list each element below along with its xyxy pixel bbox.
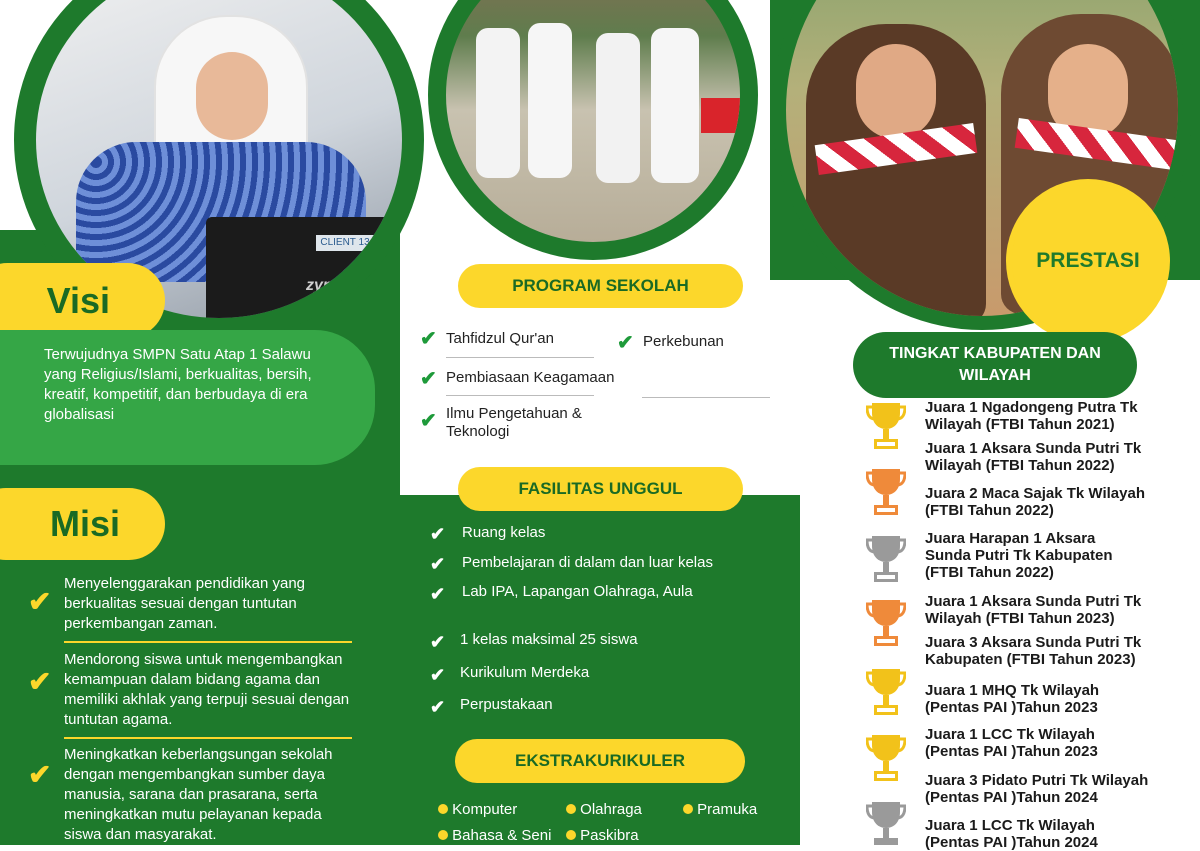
misi-check-2: ✔ [28,666,52,697]
program-check-2: ✔ [420,368,437,390]
prestasi-badge: PRESTASI [1012,185,1164,337]
scout-face-left [856,44,936,139]
fasilitas-item-2: Pembelajaran di dalam dan luar kelas [462,554,713,571]
misi-divider-1 [64,641,352,643]
ekskul-item-komputer [438,801,517,818]
fasilitas-check-2: ✔ [430,554,446,574]
trophy-gold-icon [866,401,906,451]
program-divider-2 [446,395,594,396]
marcher-3 [596,33,640,183]
achievement-7: Juara 1 MHQ Tk Wilayah (Pentas PAI )Tahun 2023 [925,682,1100,716]
prestasi-subtitle: TINGKAT KABUPATEN DAN WILAYAH [853,332,1137,398]
face-shape [196,52,268,140]
fasilitas-check-3: ✔ [430,584,446,604]
misi-item-3: Meningkatkan keberlangsungan sekolah dengan mengembangkan sumber daya manusia, sarana dan prasarana, serta meningkatkan mutu pelayanan kepada siswa dan masyarakat. [64,746,333,843]
trophy-silver-icon [866,534,906,584]
fasilitas-title: FASILITAS UNGGUL [458,467,743,511]
ekskul-item-pramuka [683,801,757,818]
marcher-1 [476,28,520,178]
visi-title: Visi [0,263,165,338]
program-check-1: ✔ [420,328,437,350]
laptop-sticker: CLIENT 13 [316,235,374,251]
flag [701,98,751,133]
program-check-4: ✔ [617,332,634,354]
bullet-dot [683,804,693,814]
bullet-dot [566,830,576,840]
achievement-5: Juara 1 Aksara Sunda Putri Tk Wilayah (FTBI Tahun 2023) [925,593,1142,627]
program-item-3: Ilmu Pengetahuan & Teknologi [446,405,582,440]
visi-text: Terwujudnya SMPN Satu Atap 1 Salawu yang Religius/Islami, berkualitas, bersih, kreatif, kompetitif, dan berbudaya di era globalisasi [44,346,312,423]
ekskul-item-olahraga [566,801,642,818]
paskibra-photo [428,0,758,260]
laptop-brand: zyrex [306,277,347,294]
achievement-2: Juara 1 Aksara Sunda Putri Tk Wilayah (FTBI Tahun 2022) [925,440,1142,474]
trophy-silver-icon [866,800,906,845]
misi-check-1: ✔ [28,586,52,617]
fasilitas-item-1: Ruang kelas [462,524,546,541]
ekskul-title: EKSTRAKURIKULER [455,739,745,783]
trophy-bronze-icon [866,598,906,648]
program-title: PROGRAM SEKOLAH [458,264,743,308]
achievement-10: Juara 1 LCC Tk Wilayah (Pentas PAI )Tahun 2024 [925,817,1098,851]
program-divider-3 [642,397,770,398]
fasilitas-check-1: ✔ [430,524,446,544]
misi-item-1: Menyelenggarakan pendidikan yang berkualitas sesuai dengan tuntutan perkembangan zaman. [64,575,306,632]
program-item-4: Perkebunan [643,333,724,350]
marcher-2 [528,23,572,178]
bullet-dot [438,804,448,814]
fasilitas-check-6: ✔ [430,697,446,717]
misi-item-2: Mendorong siswa untuk mengembangkan kemampuan dalam bidang agama dan memiliki akhlak yang terpuji sesuai dengan tuntutan agama. [64,651,350,728]
trophy-gold-icon [866,667,906,717]
ekskul-label: Bahasa & Seni [452,827,552,844]
bullet-dot [438,830,448,840]
ekskul-label: Paskibra [580,827,639,844]
ekskul-item-bahasa [438,827,551,844]
achievement-1: Juara 1 Ngadongeng Putra Tk Wilayah (FTBI Tahun 2021) [925,399,1138,433]
ekskul-label: Olahraga [580,801,642,818]
misi-divider-2 [64,737,352,739]
trophy-gold-icon [866,733,906,783]
trophy-bronze-icon [866,467,906,517]
achievement-6: Juara 3 Aksara Sunda Putri Tk Kabupaten (FTBI Tahun 2023) [925,634,1142,668]
fasilitas-check-5: ✔ [430,665,446,685]
ekskul-label: Pramuka [697,801,758,818]
misi-check-3: ✔ [28,759,52,790]
ekskul-item-paskibra [566,827,639,844]
misi-title: Misi [0,488,165,560]
achievement-3: Juara 2 Maca Sajak Tk Wilayah (FTBI Tahun 2022) [925,485,1145,519]
achievement-4: Juara Harapan 1 Aksara Sunda Putri Tk Kabupaten (FTBI Tahun 2022) [925,530,1113,581]
fasilitas-item-6: Perpustakaan [460,696,553,713]
program-item-1: Tahfidzul Qur'an [446,330,554,347]
fasilitas-item-3: Lab IPA, Lapangan Olahraga, Aula [462,583,693,600]
fasilitas-item-5: Kurikulum Merdeka [460,664,590,681]
program-check-3: ✔ [420,410,437,432]
achievement-8: Juara 1 LCC Tk Wilayah (Pentas PAI )Tahun 2023 [925,726,1098,760]
marcher-4 [651,28,699,183]
ekskul-label: Komputer [452,801,518,818]
program-item-2: Pembiasaan Keagamaan [446,369,615,386]
achievement-9: Juara 3 Pidato Putri Tk Wilayah (Pentas PAI )Tahun 2024 [925,772,1149,806]
fasilitas-item-4: 1 kelas maksimal 25 siswa [460,631,638,648]
program-divider-1 [446,357,594,358]
bullet-dot [566,804,576,814]
fasilitas-check-4: ✔ [430,632,446,652]
